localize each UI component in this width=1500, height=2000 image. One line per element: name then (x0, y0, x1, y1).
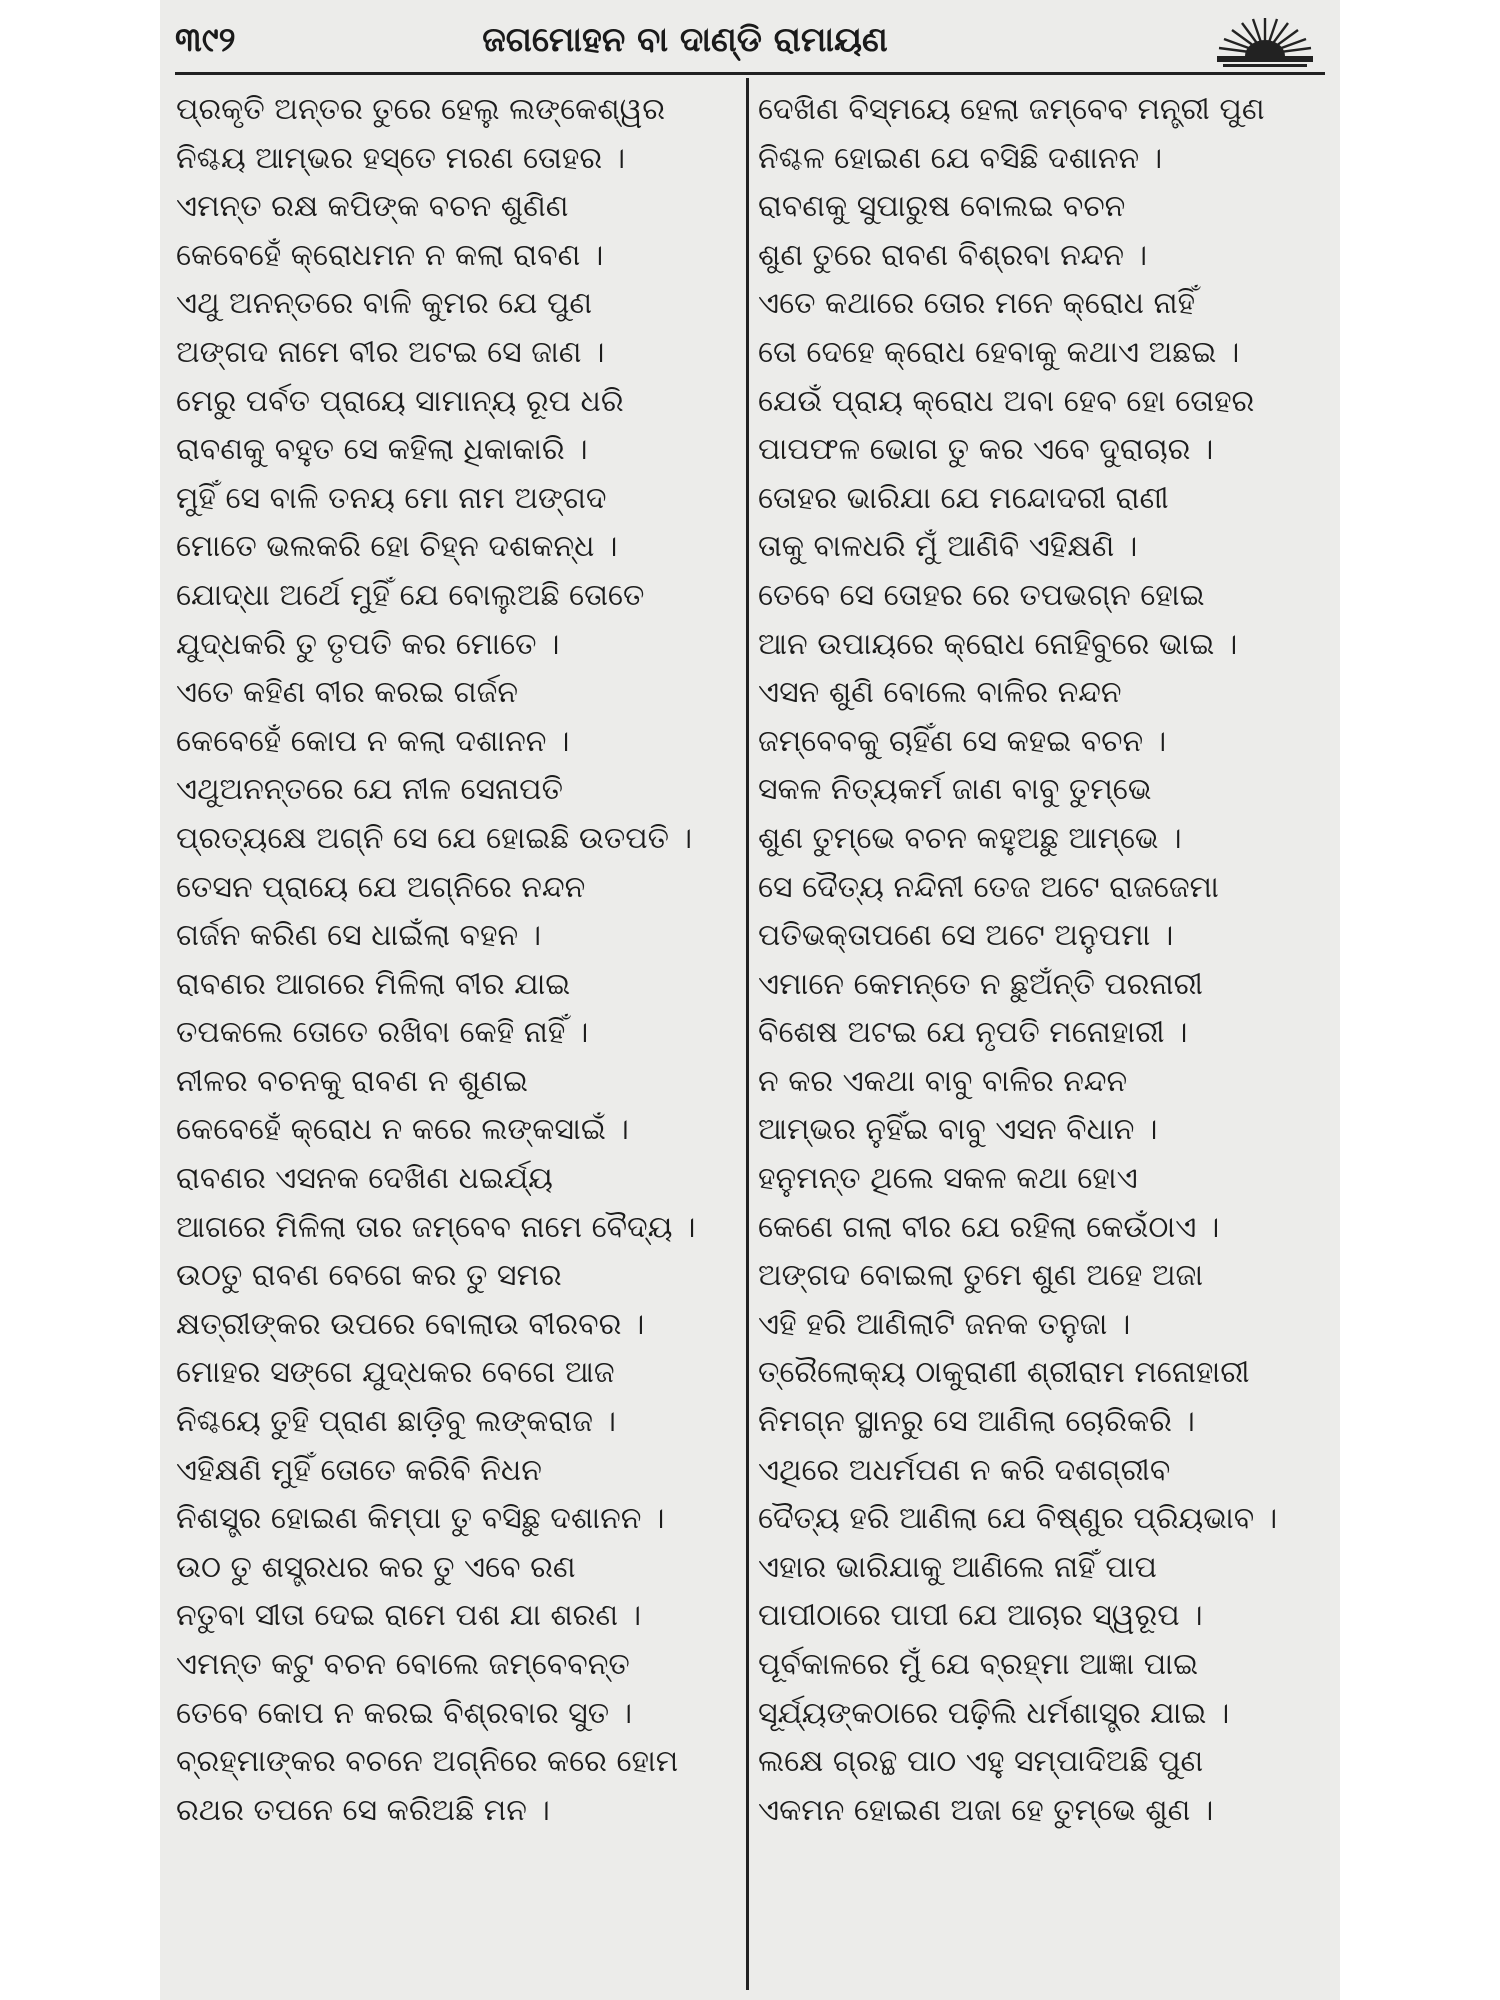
verse-line: ତୋ ଦେହେ କ୍ରୋଧ ହେବାକୁ କଥାଏ ଅଛଇ । (758, 334, 1240, 370)
rising-sun-ornament-icon (1215, 14, 1315, 70)
verse-line: ଏତେ କଥାରେ ତୋର ମନେ କ୍ରୋଧ ନାହିଁ (758, 286, 1196, 322)
verse-line: ଆମ୍ଭର ନୁହିଁଇ ବାବୁ ଏସନ ବିଧାନ । (758, 1112, 1158, 1148)
verse-line: ନିଶ୍ଚଳ ହୋଇଣ ଯେ ବସିଛି ଦଶାନନ । (758, 140, 1163, 176)
verse-line: ଏହାର ଭାରିଯାକୁ ଆଣିଲେ ନାହିଁ ପାପ (758, 1549, 1157, 1585)
verse-line: ରଥର ତପନେ ସେ କରିଅଛି ମନ । (176, 1792, 550, 1828)
verse-line: କେବେହେଁ କ୍ରୋଧ ନ କରେ ଲଙ୍କସାଇଁ । (176, 1112, 629, 1148)
verse-line: ଏମନ୍ତ ରକ୍ଷ କପିଙ୍କ ବଚନ ଶୁଣିଣ (176, 189, 569, 225)
verse-line: ଏହି ହରି ଆଣିଲାଟି ଜନକ ତନୁଜା । (758, 1306, 1131, 1342)
verse-line: ଏତେ କହିଣ ବୀର କରଇ ଗର୍ଜନ (176, 675, 519, 711)
verse-line: ଲକ୍ଷେ ଗ୍ରନ୍ଥ ପାଠ ଏହୁ ସମ୍ପାଦିଅଛି ପୁଣ (758, 1744, 1204, 1780)
verse-line: କେବେହେଁ କୋପ ନ କଲା ଦଶାନନ । (176, 723, 570, 759)
verse-line: ଯୋଦ୍ଧା ଅର୍ଥେ ମୁହିଁ ଯେ ବୋଲୁଅଛି ତୋତେ (176, 577, 645, 613)
verse-line: ଆନ ଉପାୟରେ କ୍ରୋଧ ନୋହିବୁରେ ଭାଇ । (758, 626, 1238, 662)
verse-line: ସେ ଦୈତ୍ୟ ନନ୍ଦିନୀ ତେଜ ଅଟେ ରାଜଜେମା (758, 869, 1219, 905)
verse-line: କେଣେ ଗଲା ବୀର ଯେ ରହିଲା କେଉଁଠାଏ । (758, 1209, 1220, 1245)
verse-line: ତେସନ ପ୍ରାୟେ ଯେ ଅଗ୍ନିରେ ନନ୍ଦନ (176, 869, 586, 905)
verse-line: ଉଠ ତୁ ଶସ୍ତ୍ରଧର କର ତୁ ଏବେ ରଣ (176, 1549, 576, 1585)
verse-line: ପତିଭକ୍ତାପଣେ ସେ ଅଟେ ଅନୁପମା । (758, 918, 1174, 954)
page-header (175, 14, 1325, 70)
verse-line: ନ କର ଏକଥା ବାବୁ ବାଳିର ନନ୍ଦନ (758, 1063, 1128, 1099)
verse-line: ବ୍ରହ୍ମାଙ୍କର ବଚନେ ଅଗ୍ନିରେ କରେ ହୋମ (176, 1744, 679, 1780)
verse-line: ଅଙ୍ଗଦ ନାମେ ବୀର ଅଟଇ ସେ ଜାଣ । (176, 334, 605, 370)
verse-line: ନିଶସ୍ତ୍ର ହୋଇଣ କିମ୍ପା ତୁ ବସିଛୁ ଦଶାନନ । (176, 1501, 665, 1537)
verse-line: ପାପଫଳ ଭୋଗ ତୁ କର ଏବେ ଦୁରାଚାର । (758, 432, 1214, 468)
verse-line: ମୋତେ ଭଲକରି ହୋ ଚିହ୍ନ ଦଶକନ୍ଧ । (176, 529, 618, 565)
verse-line: ନତୁବା ସୀତା ଦେଇ ରାମେ ପଶ ଯା ଶରଣ । (176, 1598, 642, 1634)
verse-line: ଗର୍ଜନ କରିଣ ସେ ଧାଇଁଲା ବହନ । (176, 918, 542, 954)
verse-line: ସୂର୍ଯ୍ୟଙ୍କଠାରେ ପଢ଼ିଲି ଧର୍ମଶାସ୍ତ୍ର ଯାଇ । (758, 1695, 1230, 1731)
verse-line: ତେବେ କୋପ ନ କରଇ ବିଶ୍ରବାର ସୁତ । (176, 1695, 633, 1731)
running-title: ଜଗମୋହନ ବା ଦାଣ୍ଡି ରାମାୟଣ (482, 20, 888, 60)
verse-line: ଏକମନ ହୋଇଣ ଅଜା ହେ ତୁମ୍ଭେ ଶୁଣ । (758, 1792, 1214, 1828)
verse-line: ଅଙ୍ଗଦ ବୋଇଲା ତୁମେ ଶୁଣ ଅହେ ଅଜା (758, 1258, 1204, 1294)
verse-line: ନିଶ୍ଚୟ ଆମ୍ଭର ହସ୍ତେ ମରଣ ତୋହର । (176, 140, 626, 176)
verse-line: ପୂର୍ବକାଳରେ ମୁଁ ଯେ ବ୍ରହ୍ମା ଆଜ୍ଞା ପାଇ (758, 1647, 1199, 1682)
verse-line: ଏହିକ୍ଷଣି ମୁହିଁ ତୋତେ କରିବି ନିଧନ (176, 1452, 542, 1488)
verse-line: ନୀଳର ବଚନକୁ ରାବଣ ନ ଶୁଣଇ (176, 1063, 529, 1099)
verse-line: ଦୈତ୍ୟ ହରି ଆଣିଲା ଯେ ବିଷ୍ଣୁର ପ୍ରିୟଭାବ । (758, 1501, 1278, 1537)
verse-line: ଏସନ ଶୁଣି ବୋଲେ ବାଳିର ନନ୍ଦନ (758, 675, 1122, 711)
verse-line: ଆଗରେ ମିଳିଲା ତାର ଜମ୍ବେବ ନାମେ ବୈଦ୍ୟ । (176, 1209, 696, 1245)
verse-line: ପ୍ରତ୍ୟକ୍ଷେ ଅଗ୍ନି ସେ ଯେ ହୋଇଛି ଉତପତି । (176, 820, 693, 856)
column-divider (746, 78, 749, 1990)
verse-line: ନିମଗ୍ନ ସ୍ଥାନରୁ ସେ ଆଣିଲା ଚୋରିକରି । (758, 1404, 1195, 1440)
verse-line: ଏଥୁଅନନ୍ତରେ ଯେ ନୀଳ ସେନାପତି (176, 772, 563, 808)
verse-line: ମେରୁ ପର୍ବତ ପ୍ରାୟେ ସାମାନ୍ୟ ରୂପ ଧରି (176, 383, 624, 419)
verse-line: ଏଥିରେ ଅଧର୍ମପଣ ନ କରି ଦଶଗ୍ରୀବ (758, 1452, 1171, 1488)
right-column (758, 86, 1318, 1835)
verse-line: ପ୍ରକୃତି ଅନ୍ତର ତୁରେ ହେଲୁ ଲଙ୍କେଶ୍ୱର (176, 92, 665, 127)
verse-line: ସକଳ ନିତ୍ୟକର୍ମ ଜାଣ ବାବୁ ତୁମ୍ଭେ (758, 772, 1152, 808)
verse-line: ତାକୁ ବାଳଧରି ମୁଁ ଆଣିବି ଏହିକ୍ଷଣି । (758, 529, 1138, 565)
verse-line: ହନୁମନ୍ତ ଥିଲେ ସକଳ କଥା ହୋଏ (758, 1161, 1138, 1197)
verse-line: ରାବଣକୁ ସୁପାରୁଷ ବୋଲଇ ବଚନ (758, 189, 1126, 225)
verse-line: କେବେହେଁ କ୍ରୋଧମନ ନ କଲା ରାବଣ । (176, 237, 604, 273)
verse-line: ଶୁଣ ତୁରେ ରାବଣ ବିଶ୍ରବା ନନ୍ଦନ । (758, 237, 1148, 273)
verse-line: ଶୁଣ ତୁମ୍ଭେ ବଚନ କହୁଅଛୁ ଆମ୍ଭେ । (758, 820, 1182, 856)
verse-line: ଦେଖିଣ ବିସ୍ମୟେ ହେଲା ଜମ୍ବେବ ମନ୍ତ୍ରୀ ପୁଣ (758, 92, 1265, 127)
verse-line: ପାପୀଠାରେ ପାପୀ ଯେ ଆଚାର ସ୍ୱରୂପ । (758, 1598, 1203, 1634)
verse-line: ଜମ୍ବେବକୁ ଚାହିଁଣ ସେ କହଇ ବଚନ । (758, 723, 1167, 759)
verse-line: ଏମନ୍ତ କଟୁ ବଚନ ବୋଲେ ଜମ୍ବେବନ୍ତ (176, 1647, 630, 1682)
verse-line: କ୍ଷତ୍ରୀଙ୍କର ଉପରେ ବୋଲାଉ ବୀରବର । (176, 1306, 645, 1342)
verse-line: ଏମାନେ କେମନ୍ତେ ନ ଛୁଅଁନ୍ତି ପରନାରୀ (758, 966, 1203, 1002)
verse-line: ଏଥୁ ଅନନ୍ତରେ ବାଳି କୁମର ଯେ ପୁଣ (176, 286, 593, 322)
verse-line: ବିଶେଷ ଅଟଇ ଯେ ନୃପତି ମନୋହାରୀ । (758, 1015, 1188, 1051)
verse-line: ତପକଲେ ତୋତେ ରଖିବା କେହି ନାହିଁ । (176, 1015, 589, 1051)
verse-line: ତ୍ରୈଲୋକ୍ୟ ଠାକୁରାଣୀ ଶ୍ରୀରାମ ମନୋହାରୀ (758, 1355, 1250, 1391)
verse-line: ରାବଣର ଆଗରେ ମିଳିଲା ବୀର ଯାଇ (176, 966, 571, 1002)
verse-line: ଯେଉଁ ପ୍ରାୟ କ୍ରୋଧ ଅବା ହେବ ହୋ ତୋହର (758, 383, 1255, 419)
header-rule (175, 72, 1325, 75)
page-number: ୩୯୨ (175, 20, 236, 60)
verse-line: ତେବେ ସେ ତୋହର ରେ ତପଭଗ୍ନ ହୋଇ (758, 577, 1205, 613)
verse-line: ରାବଣର ଏସନକ ଦେଖିଣ ଧଇର୍ଯ୍ୟ (176, 1161, 553, 1197)
verse-line: ଯୁଦ୍ଧକରି ତୁ ତୃପତି କର ମୋତେ । (176, 626, 560, 662)
verse-line: ତୋହର ଭାରିଯା ଯେ ମନ୍ଦୋଦରୀ ରାଣୀ (758, 480, 1169, 516)
verse-line: ରାବଣକୁ ବହୁତ ସେ କହିଲା ଧିକାକାରି । (176, 432, 588, 468)
left-column (176, 86, 736, 1835)
verse-line: ମୁହିଁ ସେ ବାଳି ତନୟ ମୋ ନାମ ଅଙ୍ଗଦ (176, 480, 607, 516)
verse-line: ଉଠତୁ ରାବଣ ବେଗେ କର ତୁ ସମର (176, 1258, 562, 1294)
verse-line: ନିଶ୍ଚୟେ ତୁହି ପ୍ରାଣ ଛାଡ଼ିବୁ ଲଙ୍କରାଜ । (176, 1404, 616, 1440)
verse-line: ମୋହର ସଙ୍ଗେ ଯୁଦ୍ଧକର ବେଗେ ଆଜ (176, 1355, 615, 1391)
